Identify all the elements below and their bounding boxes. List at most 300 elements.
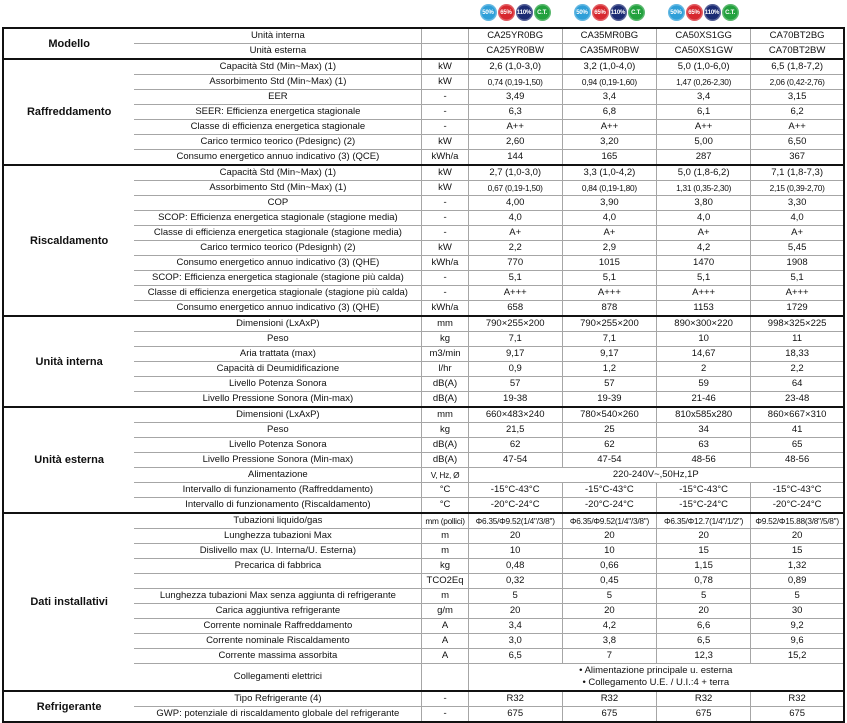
- param-label: GWP: potenziale di riscaldamento globale del refrigerante: [134, 707, 422, 723]
- value-cell: 3,4: [657, 90, 751, 105]
- value-cell: 48-56: [657, 453, 751, 468]
- value-cell: 144: [468, 150, 562, 166]
- unit-cell: kW: [422, 135, 468, 150]
- value-cell: 18,33: [751, 347, 844, 362]
- param-label: Livello Pressione Sonora (Min-max): [134, 392, 422, 408]
- value-cell: 0,67 (0,19-1,50): [468, 181, 562, 196]
- param-label: Aria trattata (max): [134, 347, 422, 362]
- unit-cell: kg: [422, 559, 468, 574]
- value-cell: 9,17: [468, 347, 562, 362]
- value-cell: 41: [751, 423, 844, 438]
- param-label: COP: [134, 196, 422, 211]
- section-modello: [3, 28, 844, 59]
- value-cell: 20: [562, 604, 656, 619]
- unit-cell: kWh/a: [422, 301, 468, 317]
- value-cell: 0,94 (0,19-1,60): [562, 75, 656, 90]
- unit-cell: m: [422, 589, 468, 604]
- value-cell: 20: [562, 529, 656, 544]
- value-cell: 4,0: [468, 211, 562, 226]
- model-name: CA25YR0BG: [468, 28, 562, 44]
- unit-cell: -: [422, 90, 468, 105]
- value-cell: 6,5: [657, 634, 751, 649]
- spec-row: [3, 513, 844, 529]
- spec-table: [2, 27, 845, 723]
- value-cell: 20: [657, 604, 751, 619]
- shared-value-line: • Collegamento U.E. / U.I.:4 + terra: [582, 677, 730, 688]
- value-cell: 4,00: [468, 196, 562, 211]
- value-cell: 6,50: [751, 135, 844, 150]
- value-cell: 63: [657, 438, 751, 453]
- value-cell: -20°C-24°C: [751, 498, 844, 514]
- param-label: Assorbimento Std (Min~Max) (1): [134, 181, 422, 196]
- unit-cell: mm (pollici): [422, 513, 468, 529]
- efficiency-badge-strip: [0, 0, 847, 26]
- param-label: Dimensioni (LxAxP): [134, 316, 422, 332]
- value-cell: A++: [751, 120, 844, 135]
- value-cell: Φ6.35/Φ9.52(1/4"/3/8"): [468, 513, 562, 529]
- model-name: CA25YR0BW: [468, 44, 562, 60]
- badge-110-icon: 110%: [516, 4, 533, 21]
- value-cell: Φ9.52/Φ15.88(3/8"/5/8"): [751, 513, 844, 529]
- param-label: SCOP: Efficienza energetica stagionale (stagione media): [134, 211, 422, 226]
- value-cell: 4,2: [562, 619, 656, 634]
- value-cell: A+: [657, 226, 751, 241]
- unit-cell: A: [422, 634, 468, 649]
- value-cell: 4,0: [751, 211, 844, 226]
- param-label: Corrente massima assorbita: [134, 649, 422, 664]
- value-cell: 0,45: [562, 574, 656, 589]
- param-label: Alimentazione: [134, 468, 422, 483]
- value-cell: 6,5 (1,8-7,2): [751, 59, 844, 75]
- efficiency-badge-group: [574, 4, 645, 21]
- value-cell: R32: [468, 691, 562, 707]
- section-label: Refrigerante: [3, 691, 134, 722]
- value-cell: 19-38: [468, 392, 562, 408]
- value-cell: 10: [468, 544, 562, 559]
- unit-cell: dB(A): [422, 453, 468, 468]
- unit-cell: [422, 664, 468, 692]
- value-cell: 20: [751, 529, 844, 544]
- spec-row: [3, 691, 844, 707]
- section-dati-installativi: [3, 513, 844, 691]
- section-riscaldamento: [3, 165, 844, 316]
- param-label: Dimensioni (LxAxP): [134, 407, 422, 423]
- value-cell: 5,0 (1,0-6,0): [657, 59, 751, 75]
- value-cell: Φ6.35/Φ9.52(1/4"/3/8"): [562, 513, 656, 529]
- unit-cell: -: [422, 707, 468, 723]
- value-cell: 3,4: [562, 90, 656, 105]
- unit-cell: °C: [422, 498, 468, 514]
- value-cell: 2,2: [468, 241, 562, 256]
- unit-cell: kW: [422, 241, 468, 256]
- param-label: Carico termico teorico (Pdesignc) (2): [134, 135, 422, 150]
- value-cell: 0,78: [657, 574, 751, 589]
- badge-50-icon: 50%: [574, 4, 591, 21]
- unit-cell: kW: [422, 181, 468, 196]
- value-cell: 5,1: [751, 271, 844, 286]
- value-cell: A+: [562, 226, 656, 241]
- unit-cell: [422, 44, 468, 60]
- unit-cell: [422, 28, 468, 44]
- param-label: Corrente nominale Riscaldamento: [134, 634, 422, 649]
- value-cell: 12,3: [657, 649, 751, 664]
- shared-value-line: • Alimentazione principale u. esterna: [579, 665, 733, 676]
- param-label: Intervallo di funzionamento (Riscaldamento): [134, 498, 422, 514]
- value-cell: 3,90: [562, 196, 656, 211]
- param-label: Intervallo di funzionamento (Raffreddamento): [134, 483, 422, 498]
- value-cell: 3,0: [468, 634, 562, 649]
- value-cell: 23-48: [751, 392, 844, 408]
- unit-cell: kWh/a: [422, 256, 468, 271]
- unit-cell: °C: [422, 483, 468, 498]
- section-unit-interna: [3, 316, 844, 407]
- value-cell: A+: [468, 226, 562, 241]
- value-cell: 790×255×200: [468, 316, 562, 332]
- unit-cell: dB(A): [422, 392, 468, 408]
- value-cell: 675: [562, 707, 656, 723]
- unit-cell: dB(A): [422, 377, 468, 392]
- value-cell: 20: [657, 529, 751, 544]
- section-refrigerante: [3, 691, 844, 722]
- value-cell: Φ6.35/Φ12.7(1/4"/1/2"): [657, 513, 751, 529]
- value-cell: 2,6 (1,0-3,0): [468, 59, 562, 75]
- value-cell: 20: [468, 604, 562, 619]
- unit-cell: A: [422, 649, 468, 664]
- value-cell: 1470: [657, 256, 751, 271]
- value-cell: 3,30: [751, 196, 844, 211]
- param-label: Dislivello max (U. Interna/U. Esterna): [134, 544, 422, 559]
- value-cell: 48-56: [751, 453, 844, 468]
- value-cell: 25: [562, 423, 656, 438]
- badge-65-icon: 65%: [686, 4, 703, 21]
- unit-cell: kg: [422, 423, 468, 438]
- value-cell: 7,1 (1,8-7,3): [751, 165, 844, 181]
- value-cell: 7,1: [468, 332, 562, 347]
- value-cell: A++: [562, 120, 656, 135]
- value-cell: 675: [468, 707, 562, 723]
- value-cell: 65: [751, 438, 844, 453]
- value-cell: 1,15: [657, 559, 751, 574]
- value-cell: 3,49: [468, 90, 562, 105]
- value-cell: 20: [468, 529, 562, 544]
- param-label: Corrente nominale Raffreddamento: [134, 619, 422, 634]
- param-label: Lunghezza tubazioni Max: [134, 529, 422, 544]
- model-name: CA70BT2BW: [751, 44, 844, 60]
- badge-110-icon: 110%: [704, 4, 721, 21]
- unit-cell: -: [422, 226, 468, 241]
- unit-cell: kW: [422, 59, 468, 75]
- unit-cell: -: [422, 120, 468, 135]
- value-cell: A+++: [657, 286, 751, 301]
- value-cell: 47-54: [562, 453, 656, 468]
- unit-cell: TCO2Eq: [422, 574, 468, 589]
- value-cell: 62: [562, 438, 656, 453]
- value-cell: -20°C-24°C: [562, 498, 656, 514]
- value-cell: 998×325×225: [751, 316, 844, 332]
- value-cell: 10: [562, 544, 656, 559]
- value-cell: 57: [468, 377, 562, 392]
- unit-cell: -: [422, 271, 468, 286]
- value-cell: 62: [468, 438, 562, 453]
- value-cell: 59: [657, 377, 751, 392]
- value-cell: 2,06 (0,42-2,76): [751, 75, 844, 90]
- value-cell: 34: [657, 423, 751, 438]
- value-cell: R32: [657, 691, 751, 707]
- value-cell: 1729: [751, 301, 844, 317]
- value-cell: 11: [751, 332, 844, 347]
- unit-cell: m3/min: [422, 347, 468, 362]
- value-cell: 5,1: [468, 271, 562, 286]
- value-cell: 790×255×200: [562, 316, 656, 332]
- value-cell: 3,3 (1,0-4,2): [562, 165, 656, 181]
- value-cell: 810x585x280: [657, 407, 751, 423]
- section-unit-esterna: [3, 407, 844, 513]
- badge-c-t-icon: C.T.: [534, 4, 551, 21]
- value-cell: 7,1: [562, 332, 656, 347]
- value-cell: 0,48: [468, 559, 562, 574]
- shared-value-cell: 220-240V~,50Hz,1P: [468, 468, 844, 483]
- value-cell: 5,45: [751, 241, 844, 256]
- value-cell: A++: [468, 120, 562, 135]
- param-label: Precarica di fabbrica: [134, 559, 422, 574]
- spec-row: [3, 28, 844, 44]
- section-label: Raffreddamento: [3, 59, 134, 165]
- value-cell: 6,2: [751, 105, 844, 120]
- value-cell: -20°C-24°C: [468, 498, 562, 514]
- badge-c-t-icon: C.T.: [722, 4, 739, 21]
- value-cell: -15°C-43°C: [468, 483, 562, 498]
- model-name: CA35MR0BG: [562, 28, 656, 44]
- value-cell: 2,7 (1,0-3,0): [468, 165, 562, 181]
- value-cell: 3,8: [562, 634, 656, 649]
- spec-row: [3, 165, 844, 181]
- value-cell: 15: [751, 544, 844, 559]
- shared-value-cell: [468, 664, 844, 692]
- unit-cell: V, Hz, Ø: [422, 468, 468, 483]
- value-cell: 9,17: [562, 347, 656, 362]
- value-cell: 2,60: [468, 135, 562, 150]
- param-label: Capacità Std (Min~Max) (1): [134, 59, 422, 75]
- param-label: Lunghezza tubazioni Max senza aggiunta di refrigerante: [134, 589, 422, 604]
- param-label: Peso: [134, 332, 422, 347]
- value-cell: 3,80: [657, 196, 751, 211]
- unit-cell: kg: [422, 332, 468, 347]
- value-cell: 660×483×240: [468, 407, 562, 423]
- value-cell: A++: [657, 120, 751, 135]
- value-cell: 3,15: [751, 90, 844, 105]
- section-label: Dati installativi: [3, 513, 134, 691]
- param-label: Classe di efficienza energetica stagionale (stagione più calda): [134, 286, 422, 301]
- value-cell: 5,00: [657, 135, 751, 150]
- value-cell: 5: [468, 589, 562, 604]
- param-label: Livello Potenza Sonora: [134, 438, 422, 453]
- param-label: SEER: Efficienza energetica stagionale: [134, 105, 422, 120]
- value-cell: 9,6: [751, 634, 844, 649]
- value-cell: 6,1: [657, 105, 751, 120]
- unit-cell: m: [422, 544, 468, 559]
- param-label: Capacità di Deumidificazione: [134, 362, 422, 377]
- value-cell: 367: [751, 150, 844, 166]
- value-cell: 5,0 (1,8-6,2): [657, 165, 751, 181]
- unit-cell: l/hr: [422, 362, 468, 377]
- value-cell: 0,9: [468, 362, 562, 377]
- model-name: CA35MR0BW: [562, 44, 656, 60]
- value-cell: 57: [562, 377, 656, 392]
- value-cell: 15,2: [751, 649, 844, 664]
- param-label: [134, 574, 422, 589]
- param-label: Assorbimento Std (Min~Max) (1): [134, 75, 422, 90]
- unit-cell: -: [422, 286, 468, 301]
- param-label: Livello Potenza Sonora: [134, 377, 422, 392]
- param-label: Consumo energetico annuo indicativo (3) (QCE): [134, 150, 422, 166]
- badge-c-t-icon: C.T.: [628, 4, 645, 21]
- param-label: Livello Pressione Sonora (Min-max): [134, 453, 422, 468]
- param-label: EER: [134, 90, 422, 105]
- value-cell: R32: [751, 691, 844, 707]
- value-cell: 1015: [562, 256, 656, 271]
- value-cell: 3,4: [468, 619, 562, 634]
- value-cell: 1153: [657, 301, 751, 317]
- spec-row: [3, 407, 844, 423]
- spec-row: [3, 316, 844, 332]
- value-cell: -15°C-24°C: [657, 498, 751, 514]
- value-cell: 21-46: [657, 392, 751, 408]
- value-cell: 675: [751, 707, 844, 723]
- value-cell: 6,6: [657, 619, 751, 634]
- unit-cell: -: [422, 196, 468, 211]
- value-cell: 165: [562, 150, 656, 166]
- value-cell: 4,2: [657, 241, 751, 256]
- badge-110-icon: 110%: [610, 4, 627, 21]
- value-cell: 860×667×310: [751, 407, 844, 423]
- value-cell: 658: [468, 301, 562, 317]
- value-cell: 64: [751, 377, 844, 392]
- model-name: CA50XS1GG: [657, 28, 751, 44]
- unit-cell: -: [422, 211, 468, 226]
- value-cell: 2,9: [562, 241, 656, 256]
- value-cell: 2,15 (0,39-2,70): [751, 181, 844, 196]
- value-cell: 0,84 (0,19-1,80): [562, 181, 656, 196]
- unit-cell: kWh/a: [422, 150, 468, 166]
- unit-cell: kW: [422, 165, 468, 181]
- unit-cell: m: [422, 529, 468, 544]
- value-cell: -15°C-43°C: [657, 483, 751, 498]
- value-cell: 5,1: [562, 271, 656, 286]
- value-cell: 6,3: [468, 105, 562, 120]
- unit-cell: A: [422, 619, 468, 634]
- param-label: Classe di efficienza energetica stagionale: [134, 120, 422, 135]
- value-cell: 1908: [751, 256, 844, 271]
- value-cell: 1,31 (0,35-2,30): [657, 181, 751, 196]
- value-cell: 2: [657, 362, 751, 377]
- unit-cell: mm: [422, 407, 468, 423]
- param-label: Tipo Refrigerante (4): [134, 691, 422, 707]
- badge-50-icon: 50%: [668, 4, 685, 21]
- section-label: Unità esterna: [3, 407, 134, 513]
- param-label: Unità esterna: [134, 44, 422, 60]
- value-cell: 1,2: [562, 362, 656, 377]
- value-cell: 5: [657, 589, 751, 604]
- value-cell: 287: [657, 150, 751, 166]
- value-cell: 5: [751, 589, 844, 604]
- value-cell: 2,2: [751, 362, 844, 377]
- param-label: Consumo energetico annuo indicativo (3) (QHE): [134, 256, 422, 271]
- value-cell: 890×300×220: [657, 316, 751, 332]
- value-cell: 21,5: [468, 423, 562, 438]
- section-label: Riscaldamento: [3, 165, 134, 316]
- value-cell: 5: [562, 589, 656, 604]
- value-cell: A+++: [562, 286, 656, 301]
- unit-cell: g/m: [422, 604, 468, 619]
- badge-65-icon: 65%: [592, 4, 609, 21]
- unit-cell: -: [422, 105, 468, 120]
- value-cell: 10: [657, 332, 751, 347]
- value-cell: 6,8: [562, 105, 656, 120]
- efficiency-badge-group: [668, 4, 739, 21]
- value-cell: -15°C-43°C: [562, 483, 656, 498]
- value-cell: R32: [562, 691, 656, 707]
- value-cell: 6,5: [468, 649, 562, 664]
- param-label: Carico termico teorico (Pdesignh) (2): [134, 241, 422, 256]
- badge-65-icon: 65%: [498, 4, 515, 21]
- value-cell: 1,32: [751, 559, 844, 574]
- value-cell: 770: [468, 256, 562, 271]
- param-label: SCOP: Efficienza energetica stagionale (stagione più calda): [134, 271, 422, 286]
- section-label: Unità interna: [3, 316, 134, 407]
- value-cell: -15°C-43°C: [751, 483, 844, 498]
- unit-cell: dB(A): [422, 438, 468, 453]
- value-cell: 0,66: [562, 559, 656, 574]
- unit-cell: mm: [422, 316, 468, 332]
- value-cell: 9,2: [751, 619, 844, 634]
- value-cell: A+: [751, 226, 844, 241]
- value-cell: 878: [562, 301, 656, 317]
- param-label: Collegamenti elettrici: [134, 664, 422, 692]
- param-label: Tubazioni liquido/gas: [134, 513, 422, 529]
- value-cell: 0,89: [751, 574, 844, 589]
- value-cell: 3,20: [562, 135, 656, 150]
- param-label: Capacità Std (Min~Max) (1): [134, 165, 422, 181]
- value-cell: A+++: [751, 286, 844, 301]
- value-cell: 675: [657, 707, 751, 723]
- value-cell: 0,74 (0,19-1,50): [468, 75, 562, 90]
- model-name: CA50XS1GW: [657, 44, 751, 60]
- value-cell: 5,1: [657, 271, 751, 286]
- value-cell: 780×540×260: [562, 407, 656, 423]
- value-cell: 4,0: [562, 211, 656, 226]
- value-cell: 0,32: [468, 574, 562, 589]
- param-label: Unità interna: [134, 28, 422, 44]
- model-name: CA70BT2BG: [751, 28, 844, 44]
- value-cell: A+++: [468, 286, 562, 301]
- value-cell: 1,47 (0,26-2,30): [657, 75, 751, 90]
- value-cell: 3,2 (1,0-4,0): [562, 59, 656, 75]
- param-label: Peso: [134, 423, 422, 438]
- section-raffreddamento: [3, 59, 844, 165]
- value-cell: 19-39: [562, 392, 656, 408]
- badge-50-icon: 50%: [480, 4, 497, 21]
- value-cell: 7: [562, 649, 656, 664]
- param-label: Consumo energetico annuo indicativo (3) (QHE): [134, 301, 422, 317]
- value-cell: 47-54: [468, 453, 562, 468]
- value-cell: 15: [657, 544, 751, 559]
- param-label: Carica aggiuntiva refrigerante: [134, 604, 422, 619]
- spec-row: [3, 59, 844, 75]
- value-cell: 30: [751, 604, 844, 619]
- value-cell: 14,67: [657, 347, 751, 362]
- unit-cell: kW: [422, 75, 468, 90]
- section-label: Modello: [3, 28, 134, 59]
